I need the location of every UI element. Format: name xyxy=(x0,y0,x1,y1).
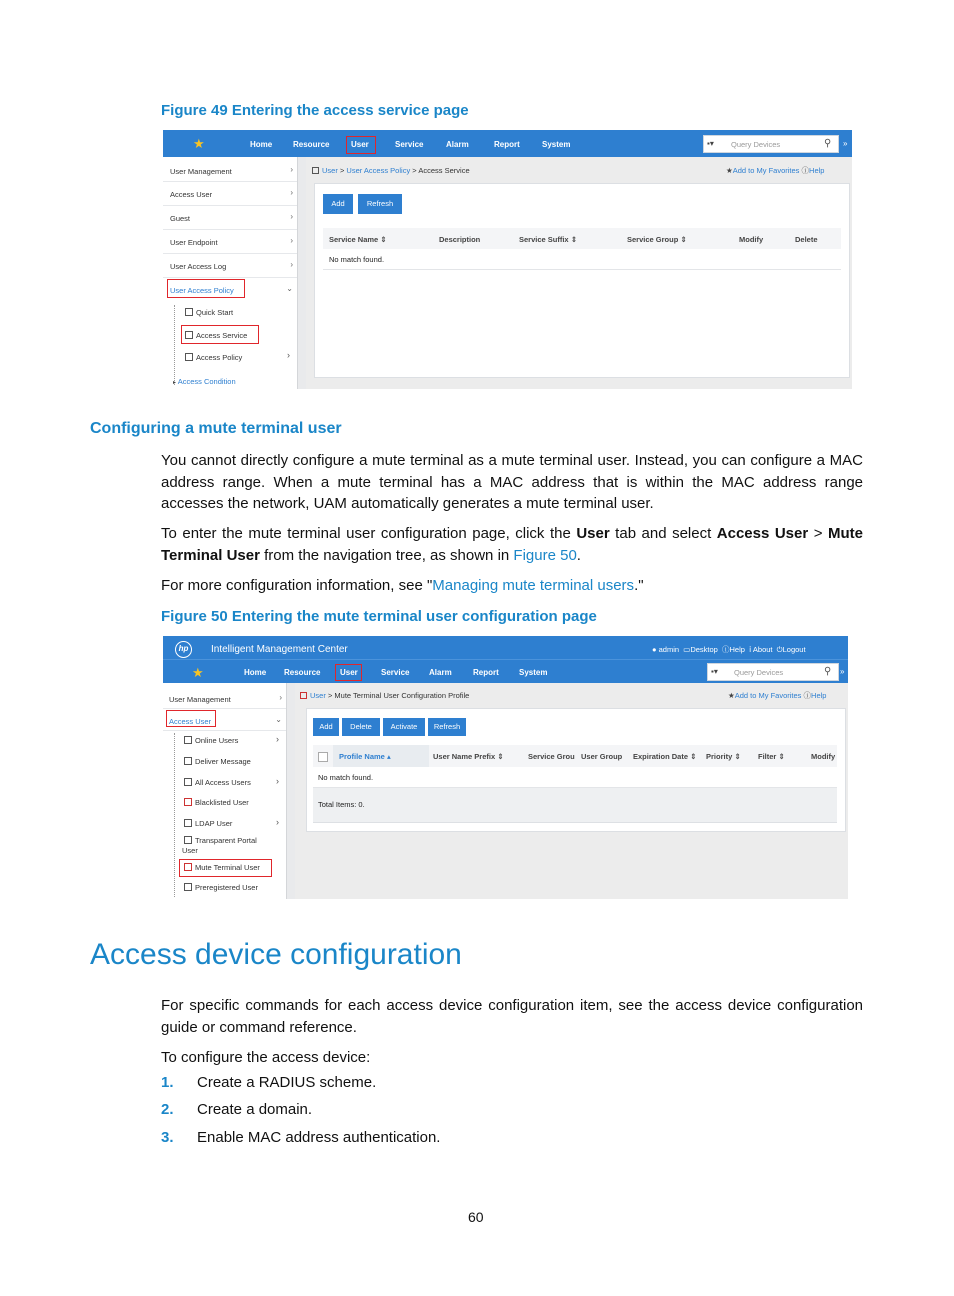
nav-service[interactable]: Service xyxy=(381,668,410,677)
sub-item-ldap-user[interactable]: LDAP User xyxy=(184,819,232,828)
help-icon: ⓘ xyxy=(803,691,812,700)
activate-button[interactable]: Activate xyxy=(383,718,425,736)
device-filter-icon[interactable]: ▪▾ xyxy=(707,139,714,148)
favorites-star-icon: ★ xyxy=(726,166,733,175)
transparent-portal-icon xyxy=(184,836,192,844)
quick-start-icon xyxy=(185,308,193,316)
nav-home[interactable]: Home xyxy=(250,140,273,149)
search-placeholder: Query Devices xyxy=(734,668,784,677)
admin-link[interactable]: admin xyxy=(658,645,680,654)
list-item xyxy=(161,1074,377,1092)
total-items-text: Total Items: 0. xyxy=(318,800,365,809)
nav-user[interactable]: User xyxy=(351,140,369,149)
highlight-user-tab xyxy=(346,136,376,154)
sidebar-item-user-management[interactable]: User Management › xyxy=(163,159,297,182)
query-devices-search[interactable] xyxy=(703,135,839,153)
search-icon[interactable]: ⚲ xyxy=(824,138,832,149)
col-delete: Delete xyxy=(795,235,818,244)
sidebar: User Management › Access User › Guest › User Endpoint › User Access Log › User Access Policy ⌄ Quick Start Access Service Access Policy › ▸ Access Condition xyxy=(163,157,298,389)
figure-50-link[interactable]: Figure 50 xyxy=(513,546,577,564)
col-expiration-date[interactable]: Expiration Date ⇕ xyxy=(633,752,697,761)
refresh-button[interactable]: Refresh xyxy=(358,194,402,214)
sub-item-mute-terminal-user[interactable]: Mute Terminal User xyxy=(184,863,260,872)
desktop-icon: ▭ xyxy=(683,645,691,654)
app-title: Intelligent Management Center xyxy=(211,644,348,655)
nav-service[interactable]: Service xyxy=(395,140,424,149)
top-links xyxy=(652,644,806,655)
add-to-favorites-link[interactable]: ★Add to My Favorites ⓘHelp xyxy=(728,691,827,700)
managing-mute-terminal-users-link[interactable]: Managing mute terminal users xyxy=(432,577,635,594)
sidebar-item-user-management[interactable]: User Management › xyxy=(163,686,286,709)
figure-50-caption: Figure 50 Entering the mute terminal user configuration page xyxy=(161,608,597,625)
sub-item-blacklisted-user[interactable]: Blacklisted User xyxy=(184,798,249,807)
search-icon[interactable]: ⚲ xyxy=(824,666,832,677)
step-number: 2. xyxy=(161,1101,174,1118)
step-number: 3. xyxy=(161,1129,174,1146)
sidebar-item-access-user[interactable]: Access User ⌄ xyxy=(163,709,286,731)
nav-alarm[interactable]: Alarm xyxy=(429,668,452,677)
add-to-favorites-link[interactable]: ★Add to My Favorites ⓘHelp xyxy=(726,166,825,175)
sidebar-item-guest[interactable]: Guest › xyxy=(163,206,297,230)
no-match-text: No match found. xyxy=(318,773,374,782)
nav-report[interactable]: Report xyxy=(494,140,520,149)
paragraph-navigation-instructions: To enter the mute terminal user configuration page, click the User tab and select Access User > Mute Terminal User from the navigation tree, as shown in Figure 50. xyxy=(161,525,863,564)
no-match-text: No match found. xyxy=(329,255,385,264)
device-filter-icon[interactable]: ▪▾ xyxy=(711,667,718,676)
nav-report[interactable]: Report xyxy=(473,668,499,677)
deliver-message-icon xyxy=(184,757,192,765)
add-button[interactable]: Add xyxy=(323,194,353,214)
col-service-suffix[interactable]: Service Suffix ⇕ xyxy=(519,235,577,244)
sub-item-access-service[interactable]: Access Service xyxy=(185,331,247,340)
highlight-mute-terminal-user xyxy=(179,859,272,877)
ldap-user-icon xyxy=(184,819,192,827)
search-placeholder: Query Devices xyxy=(731,140,781,149)
service-panel xyxy=(314,183,850,378)
breadcrumb: User > Mute Terminal User Configuration Profile xyxy=(300,691,469,700)
nav-system[interactable]: System xyxy=(542,140,571,149)
table-row xyxy=(313,767,837,788)
desktop-link[interactable]: Desktop xyxy=(690,645,718,654)
blacklisted-user-icon xyxy=(184,798,192,806)
sidebar: User Management › Access User ⌄ Online Users › Deliver Message All Access Users › Blacklisted User LDAP User › Transparent Portal User Mute Terminal User Preregistered User xyxy=(163,683,287,899)
sub-item-transparent-portal[interactable]: Transparent Portal xyxy=(184,836,257,845)
paragraph-more-info: For more configuration information, see "Managing mute terminal users." xyxy=(161,577,644,594)
col-priority[interactable]: Priority ⇕ xyxy=(706,752,741,761)
col-modify: Modify xyxy=(811,752,836,761)
nav-resource[interactable]: Resource xyxy=(284,668,321,677)
user-icon: ● xyxy=(652,645,657,654)
col-profile-name[interactable]: Profile Name ▴ xyxy=(339,752,391,761)
sub-item-access-policy[interactable]: Access Policy xyxy=(185,353,242,362)
nav-user[interactable]: User xyxy=(340,668,358,677)
top-header xyxy=(163,636,848,683)
breadcrumb: User > User Access Policy > Access Service xyxy=(312,166,470,175)
step-number: 1. xyxy=(161,1074,174,1091)
col-service-group[interactable]: Service Grou xyxy=(528,752,575,761)
highlight-access-service xyxy=(181,325,259,344)
add-button[interactable]: Add xyxy=(313,718,339,736)
logout-link[interactable]: Logout xyxy=(782,645,806,654)
step-text: Create a domain. xyxy=(197,1101,313,1118)
nav-system[interactable]: System xyxy=(519,668,548,677)
col-service-name[interactable]: Service Name ⇕ xyxy=(329,235,387,244)
sidebar-item-user-access-log[interactable]: User Access Log › xyxy=(163,254,297,278)
highlight-access-user xyxy=(166,710,216,727)
hp-logo: hp xyxy=(175,641,192,658)
logout-icon: ⏻ xyxy=(776,645,783,654)
list-item xyxy=(161,1129,441,1147)
table-header xyxy=(323,228,841,250)
top-nav-bar xyxy=(163,130,852,157)
highlight-user-tab xyxy=(335,664,362,681)
select-all-checkbox[interactable] xyxy=(318,752,328,762)
list-item xyxy=(161,1101,313,1119)
favorites-star-icon[interactable]: ★ xyxy=(192,665,204,680)
figure-49-screenshot xyxy=(163,130,852,389)
table-row xyxy=(323,249,841,270)
paragraph-access-device-intro: For specific commands for each access device configuration item, see the access device configuration guide or command reference. xyxy=(161,997,863,1036)
col-description: Description xyxy=(439,235,481,244)
nav-home[interactable]: Home xyxy=(244,668,267,677)
help-link[interactable]: Help xyxy=(729,645,745,654)
col-modify: Modify xyxy=(739,235,764,244)
sub-item-online-users[interactable]: Online Users xyxy=(184,736,238,745)
section-heading-access-device: Access device configuration xyxy=(90,938,462,971)
query-devices-search[interactable] xyxy=(707,663,839,681)
profile-panel xyxy=(306,708,846,832)
sub-item-deliver-message[interactable]: Deliver Message xyxy=(184,757,251,766)
favorites-star-icon[interactable]: ★ xyxy=(193,136,205,151)
breadcrumb-icon xyxy=(312,167,319,174)
refresh-button[interactable]: Refresh xyxy=(428,718,466,736)
sub-item-transparent-portal-user[interactable]: User xyxy=(182,846,198,855)
col-user-name-prefix[interactable]: User Name Prefix ⇕ xyxy=(433,752,504,761)
col-user-group: User Group xyxy=(581,752,623,761)
col-filter[interactable]: Filter ⇕ xyxy=(758,752,785,761)
figure-50-screenshot xyxy=(163,636,848,899)
sidebar-item-user-access-policy[interactable]: User Access Policy ⌄ xyxy=(170,284,293,295)
help-icon: ⓘ xyxy=(722,645,730,654)
nav-alarm[interactable]: Alarm xyxy=(446,140,469,149)
all-access-users-icon xyxy=(184,778,192,786)
collapse-chevron-icon[interactable]: » xyxy=(840,667,845,676)
content-area xyxy=(306,157,852,389)
section-heading-mute-terminal: Configuring a mute terminal user xyxy=(90,420,342,437)
paragraph-mute-terminal-intro: You cannot directly configure a mute terminal as a mute terminal user. Instead, you can configure a MAC address range. When a mute terminal has a MAC address that is within the MAC address range accesses the network, UAM automatically generates a mute terminal user. xyxy=(161,452,863,512)
page-number: 60 xyxy=(468,1209,484,1225)
sidebar-item-user-endpoint[interactable]: User Endpoint › xyxy=(163,230,297,254)
sidebar-item-access-user[interactable]: Access User › xyxy=(163,182,297,206)
step-text: Enable MAC address authentication. xyxy=(197,1129,441,1146)
sub-item-preregistered-user[interactable]: Preregistered User xyxy=(184,883,258,892)
figure-49-caption: Figure 49 Entering the access service page xyxy=(161,102,469,119)
step-text: Create a RADIUS scheme. xyxy=(197,1074,377,1091)
sub-item-all-access-users[interactable]: All Access Users xyxy=(184,778,251,787)
delete-button[interactable]: Delete xyxy=(342,718,380,736)
nav-resource[interactable]: Resource xyxy=(293,140,330,149)
sub-item-access-condition[interactable]: ▸ Access Condition xyxy=(173,377,236,386)
help-icon: ⓘ xyxy=(801,166,810,175)
content-area xyxy=(295,683,848,899)
col-service-group[interactable]: Service Group ⇕ xyxy=(627,235,687,244)
table-footer xyxy=(313,788,837,823)
highlight-user-access-policy xyxy=(167,279,245,298)
online-users-icon xyxy=(184,736,192,744)
breadcrumb-icon xyxy=(300,692,307,699)
collapse-chevron-icon[interactable]: » xyxy=(843,139,848,148)
table-header xyxy=(313,745,837,768)
about-icon: ⅰ xyxy=(749,645,752,654)
favorites-star-icon: ★ xyxy=(728,691,735,700)
paragraph-configure-steps-intro: To configure the access device: xyxy=(161,1049,371,1066)
preregistered-user-icon xyxy=(184,883,192,891)
about-link[interactable]: About xyxy=(752,645,773,654)
access-policy-icon xyxy=(185,353,193,361)
sub-item-quick-start[interactable]: Quick Start xyxy=(185,308,233,317)
